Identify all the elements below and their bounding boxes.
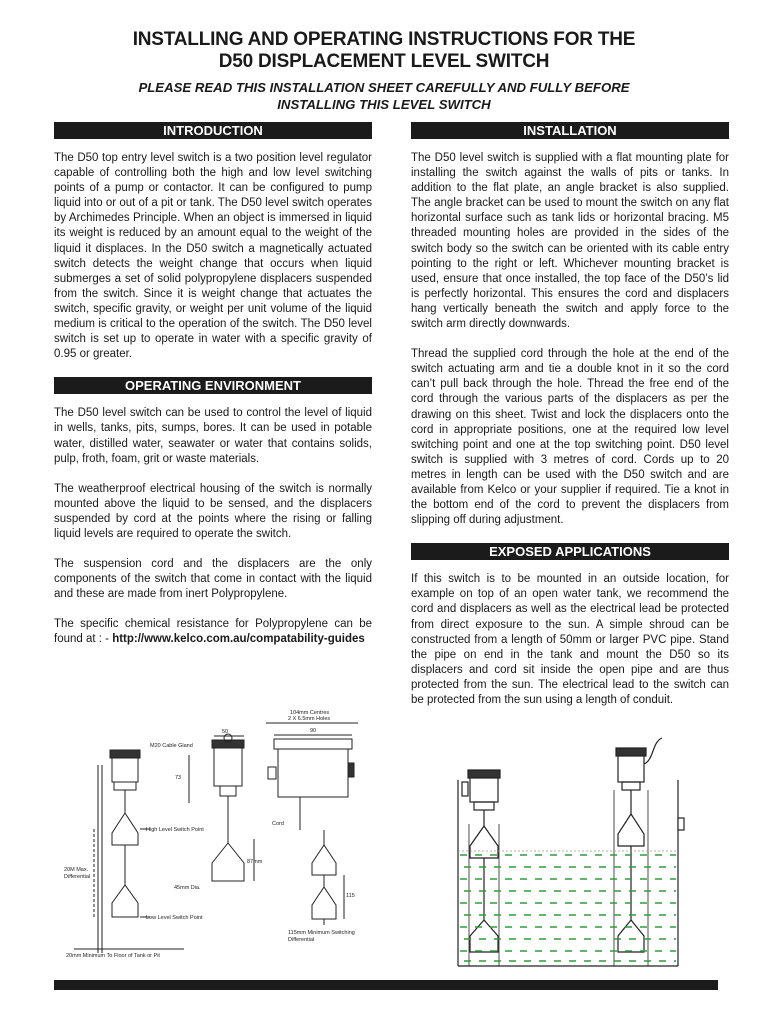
chemical-resistance-text: The specific chemical resistance for Polypropylene can be found at : - [54, 618, 372, 646]
dim-87-label: 87mm [247, 859, 263, 865]
cord-label: Cord [272, 821, 284, 827]
exposed-applications-text: If this switch is to be mounted in an outside location, for example on top of an open water tank, we recommend the cord and displacers as well as the electrical lead be protected from direct exposure to the sun. A simple shroud can be constructed from a length of 50mm or larger PVC pipe. Stand the pipe on end in the tank and mount the D50 so its displacers and cord sit inside the open pipe and are thus protected from the sun. The electrical lead to the switch can be protected from the sun using a length of conduit. [411, 573, 729, 706]
compatibility-guide-link[interactable]: http://www.kelco.com.au/compatability-guides [112, 633, 365, 646]
dia-label: 45mm Dia. [174, 885, 201, 891]
centres-label: 104mm Centres [290, 710, 330, 716]
introduction-text: The D50 top entry level switch is a two position level regulator capable of controlling both the high and low level switching points of a pump or contactor. It can be configured to pump liquid into or out of a pit or tank. The D50 level switch operates by Archimedes Principle. When an object is immersed in liquid its weight is reduced by an amount equal to the weight of the liquid it displaces. In the D50 switch a magnetically actuated switch detects the weight change that occurs when liquid submerges a set of solid polypropylene displacers suspended from the switch. Since it is weight change that actuates the switch, specific gravity, or weight per unit volume of the liquid medium is critical to the operation of the switch. The D50 level switch is set up to operate in water with a specific gravity of 0.95 or greater. [54, 152, 372, 361]
cable-gland-label: M20 Cable Gland [150, 743, 193, 749]
introduction-heading: INTRODUCTION [54, 122, 372, 139]
tank-drawing [440, 730, 700, 970]
max-diff-label-1: 20M Max. [64, 867, 89, 873]
operating-environment-p1: The D50 level switch can be used to control the level of liquid in wells, tanks, pits, sumps, bores. It can be used in potable water, distilled water, seawater or water that contains solids, pulp, froth, foam, grit or waste materials. [54, 407, 372, 465]
min-switch-label-2: Differential [288, 937, 315, 943]
dim-115-label: 115 [346, 893, 355, 899]
right-column [411, 122, 729, 723]
holes-label: 2 X 6.5mm Holes [288, 716, 331, 722]
operating-environment-p2: The weatherproof electrical housing of the switch is normally mounted above the liquid to be sensed, and the displacers suspended by cord at the points where the rising or falling liquid levels are required to operate the switch. [54, 482, 372, 540]
dim-73-label: 73 [175, 775, 182, 781]
subtitle-line-2: INSTALLING THIS LEVEL SWITCH [277, 96, 491, 112]
operating-environment-heading: OPERATING ENVIRONMENT [54, 377, 372, 394]
low-level-label: Low Level Switch Point [146, 915, 203, 921]
dim-90-label: 90 [310, 728, 317, 734]
footer-bar [54, 980, 718, 990]
max-diff-label-2: Differential [64, 874, 91, 880]
min-switch-label-1: 115mm Minimum Switching [288, 930, 355, 936]
operating-environment-p4 [54, 617, 372, 647]
high-level-label: High Level Switch Point [146, 827, 204, 833]
title-line-1: INSTALLING AND OPERATING INSTRUCTIONS FOR THE [132, 29, 636, 50]
dim-50-label: 50 [222, 729, 229, 735]
installation-heading: INSTALLATION [411, 122, 729, 139]
installation-p2: Thread the supplied cord through the hole at the end of the switch actuating arm and tie a double knot in it so the cord can’t pull back through the hole. Thread the free end of the cord through the various parts of the displacers as per the drawing on this sheet. Twist and lock the displacers onto the cord in appropriate positions, one at the required low level switching point and one at the top switching point. D50 level switch is supplied with 3 metres of cord. Cords up to 20 metres in length can be used with the D50 switch and are available from Kelco or your supplier if required. Tie a knot in the bottom end of the cord to prevent the displacers from slipping off during adjustment. [411, 348, 729, 527]
subtitle-line-1: PLEASE READ THIS INSTALLATION SHEET CAREFULLY AND FULLY BEFORE [138, 80, 630, 95]
installation-p1: The D50 level switch is supplied with a flat mounting plate for installing the switch against the walls of pits or tanks. In addition to the flat plate, an angle bracket is also supplied. The angle bracket can be used to mount the switch on any flat horizontal surface such as tank lids or horizontal bracing. M5 threaded mounting holes are provided in the sides of the switch body so the switch can be oriented with its cable entry pointing to the right or left. Whichever mounting bracket is used, ensure that once installed, the top face of the D50’s lid is perfectly horizontal. This ensures the cord and displacers hang vertically beneath the switch and apply force to the switch arm directly downwards. [411, 152, 729, 331]
page-subtitle [0, 80, 768, 113]
page-title [0, 29, 768, 73]
operating-environment-p3: The suspension cord and the displacers are the only components of the switch that come in contact with the liquid and these are made from inert Polypropylene. [54, 558, 372, 601]
installation-drawing [54, 705, 394, 965]
title-line-2: D50 DISPLACEMENT LEVEL SWITCH [218, 51, 550, 72]
left-column [54, 122, 372, 663]
min-floor-label: 20mm Minimum To Floor of Tank or Pit [66, 953, 160, 959]
exposed-applications-heading: EXPOSED APPLICATIONS [411, 543, 729, 560]
